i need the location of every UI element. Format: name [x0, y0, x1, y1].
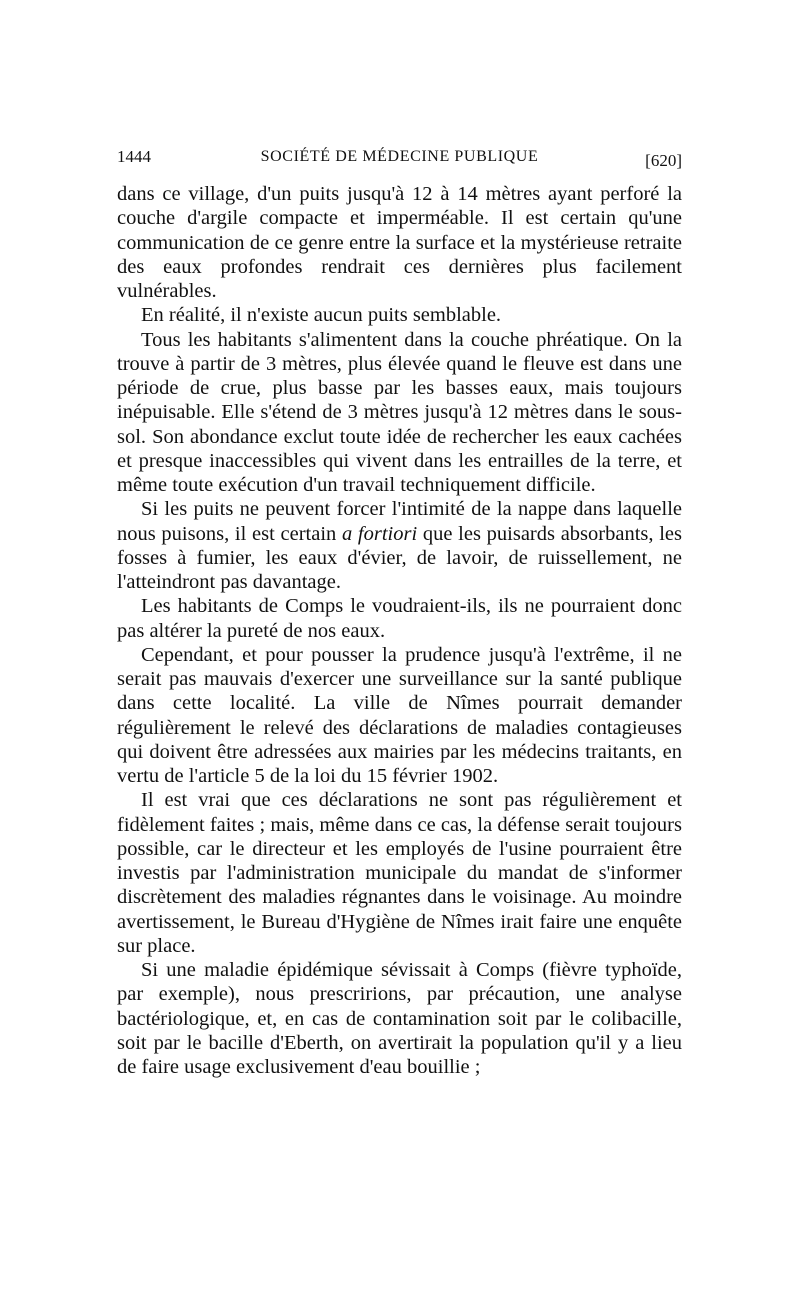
paragraph: Les habitants de Comps le voudraient-ils, ils ne pourraient donc pas altérer la pureté de nos eaux. — [117, 595, 682, 642]
paragraph: Tous les habitants s'alimentent dans la couche phréatique. On la trouve à partir de 3 mètres, plus élevée quand le fleuve est dans une période de crue, plus basse par les basses eaux, mais toujours inépuisable. Elle s'étend de 3 mètres jusqu'à 12 mètres dans le sous-sol. Son abondance exclut toute idée de rechercher les eaux cachées et presque inaccessibles qui vivent dans les entrailles de la terre, et même toute exécution d'un travail techniquement difficile. — [117, 328, 682, 496]
paragraph: Il est vrai que ces déclarations ne sont pas régulièrement et fidèlement faites ; mais, même dans ce cas, la défense serait toujours possible, car le directeur et les employés de l'usine pourraient être investis par l'administration municipale du mandat de s'informer discrètement des maladies régnantes dans le voisinage. Au moindre avertissement, le Bureau d'Hygiène de Nîmes irait faire une enquête sur place. — [117, 789, 682, 957]
body-text — [117, 182, 682, 1079]
page-reference: [620] — [645, 151, 682, 170]
paragraph — [117, 497, 682, 594]
journal-title: SOCIÉTÉ DE MÉDECINE PUBLIQUE — [260, 148, 539, 165]
paragraph-text: que les puisards absorbants, les fosses à fumier, les eaux d'évier, de lavoir, de ruissellement, ne l'atteindront pas davantage. — [117, 522, 682, 593]
running-head — [117, 145, 682, 169]
paragraph: Cependant, et pour pousser la prudence jusqu'à l'extrême, il ne serait pas mauvais d'exercer une surveillance sur la santé publique dans cette localité. La ville de Nîmes pourrait demander régulièrement le relevé des déclarations de maladies contagieuses qui doivent être adressées aux mairies par les médecins traitants, en vertu de l'article 5 de la loi du 15 février 1902. — [117, 643, 682, 787]
italic-phrase: a fortiori — [341, 522, 418, 545]
paragraph: En réalité, il n'existe aucun puits semblable. — [141, 304, 502, 327]
paragraph-continued: dans ce village, d'un puits jusqu'à 12 à 14 mètres ayant perforé la couche d'argile compacte et imperméable. Il est certain qu'une communication de ce genre entre la surface et la mystérieuse retraite des eaux profondes rendrait ces dernières plus facilement vulnérables. — [117, 183, 682, 302]
paragraph-text: Si les puits ne peuvent forcer l'intimité de la nappe dans laquelle nous puisons, il est certain — [117, 498, 682, 545]
paragraph: Si une maladie épidémique sévissait à Comps (fièvre typhoïde, par exemple), nous prescririons, par précaution, une analyse bactériologique, et, en cas de contamination soit par le colibacille, soit par le bacille d'Eberth, on avertirait la population qu'il y a lieu de faire usage exclusivement d'eau bouillie ; — [117, 959, 682, 1078]
page-number: 1444 — [117, 147, 151, 166]
